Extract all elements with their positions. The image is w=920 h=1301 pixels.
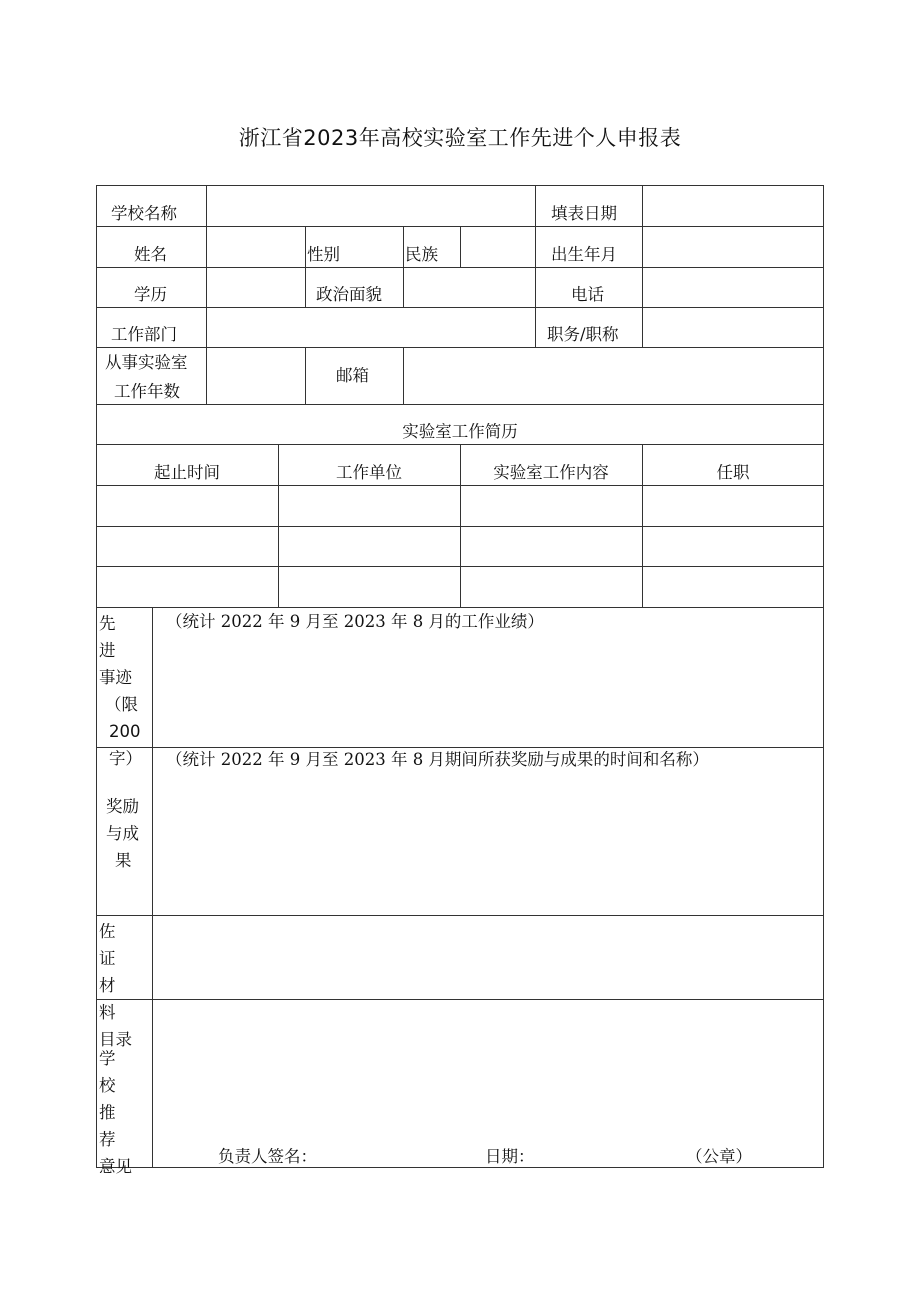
school-name-label: 学校名称 [111,204,177,223]
name-field[interactable] [207,227,305,267]
deeds-label-line: （限 [105,695,138,714]
fill-date-label: 填表日期 [551,204,617,223]
lab-years-label-line1: 从事实验室 [105,353,188,372]
lab-years-field[interactable] [207,348,305,404]
application-form [96,185,824,1176]
evidence-label-line: 目录 [99,1030,132,1049]
recommend-label-line: 意见 [99,1157,132,1176]
deeds-field[interactable] [153,633,823,747]
awards-label-line: 与成 [106,824,139,843]
birth-label: 出生年月 [551,245,617,264]
ethnicity-label: 民族 [405,245,438,264]
fill-date-field[interactable] [643,186,823,226]
resume-col-lab-work: 实验室工作内容 [493,463,609,482]
ethnicity-field[interactable] [461,227,535,267]
awards-label-line: 奖励 [106,797,139,816]
recommend-label-line: 推 荐 [99,1103,136,1149]
deeds-note: （统计 2022 年 9 月至 2023 年 8 月的工作业绩） [166,612,544,631]
recommend-field[interactable] [153,1000,823,1140]
resume-col-period: 起止时间 [154,463,220,482]
date-label: 日期： [485,1147,535,1166]
evidence-label [99,918,151,1053]
education-field[interactable] [207,268,305,307]
deeds-label-line: 字） [109,749,142,768]
signer-label: 负责人签名： [218,1147,317,1166]
resume-col-employer: 工作单位 [336,463,402,482]
email-label: 邮箱 [336,366,369,385]
deeds-label-line: 事迹 [99,668,132,687]
resume-col-role: 任职 [716,463,750,482]
table-row[interactable] [97,567,823,607]
political-label: 政治面貌 [316,285,382,304]
awards-field[interactable] [153,771,823,915]
grid-line [305,347,306,404]
deeds-label-line: 先 进 [99,614,136,660]
lab-years-label-line2: 工作年数 [114,382,180,401]
gender-field[interactable] [306,227,403,267]
department-field[interactable] [207,308,535,347]
table-row[interactable] [97,486,823,526]
phone-field[interactable] [643,268,823,307]
awards-label [106,793,150,874]
education-label: 学历 [134,285,167,304]
deeds-label [99,610,151,772]
grid-line [96,607,824,608]
email-field[interactable] [404,348,823,404]
form-title: 浙江省2023年高校实验室工作先进个人申报表 [238,126,682,150]
recommend-label-line: 学 校 [99,1049,136,1095]
grid-line [823,185,824,1168]
grid-line [96,185,97,1168]
birth-field[interactable] [643,227,823,267]
grid-line [96,1167,824,1168]
phone-label: 电话 [571,285,604,304]
evidence-label-line: 材 料 [99,976,136,1022]
position-label: 职务/职称 [547,325,619,344]
grid-line [96,747,824,748]
grid-line [535,185,536,347]
recommend-label [99,1045,151,1180]
evidence-field[interactable] [153,916,823,999]
school-name-field[interactable] [207,186,535,226]
seal-label: （公章） [686,1147,752,1166]
position-field[interactable] [643,308,823,347]
awards-note: （统计 2022 年 9 月至 2023 年 8 月期间所获奖励与成果的时间和名称） [166,750,709,769]
deeds-label-line: 200 [109,722,141,741]
gender-label: 性别 [307,245,340,264]
grid-line [96,404,824,405]
evidence-label-line: 佐 证 [99,922,136,968]
department-label: 工作部门 [111,325,177,344]
political-field[interactable] [404,268,535,307]
resume-header: 实验室工作简历 [402,422,518,441]
awards-label-line: 果 [115,851,132,870]
name-label: 姓名 [134,245,167,264]
table-row[interactable] [97,527,823,566]
